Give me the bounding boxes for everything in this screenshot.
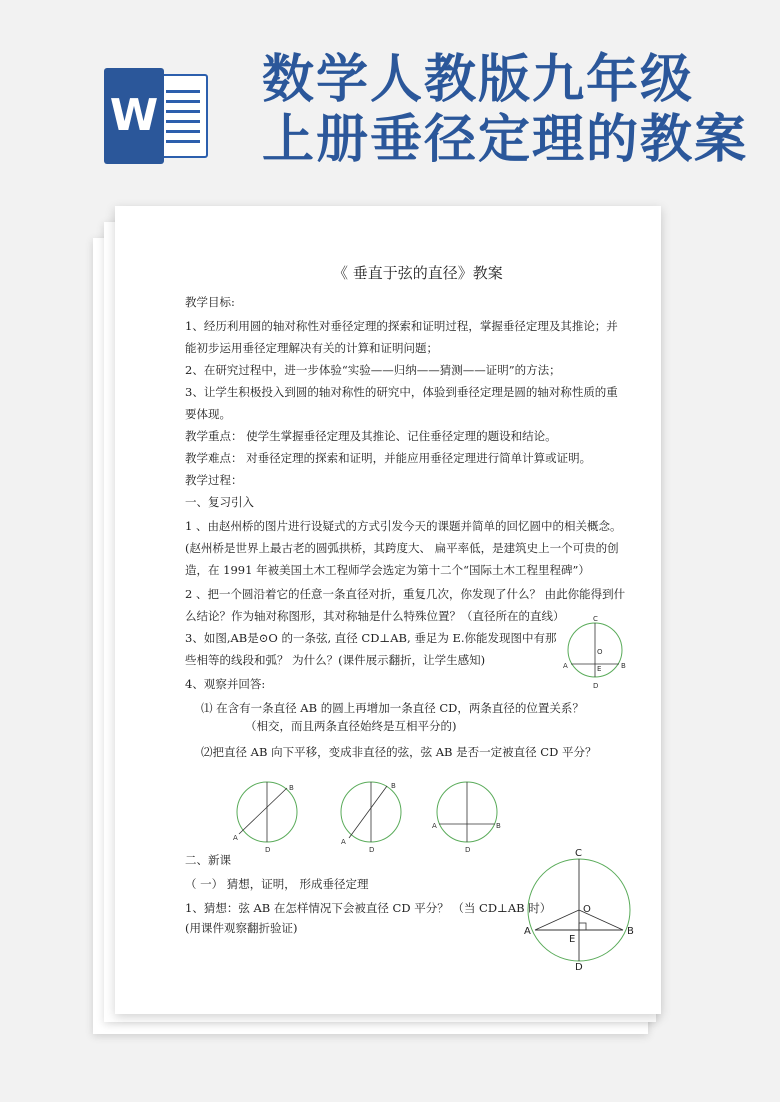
text-line: 3、如图,AB是⊙O 的一条弦, 直径 CD⊥AB, 垂足为 E.你能发现图中有那: [185, 631, 557, 645]
text-line: 2、在研究过程中，进一步体验“实验——归纳——猜测——证明”的方法；: [185, 363, 561, 377]
text-line: 教学过程：: [185, 473, 243, 487]
figure-perpendicular-diameter-large: [521, 846, 641, 970]
section-heading: 一、复习引入: [185, 495, 254, 509]
text-line: 要体现。: [185, 407, 231, 421]
label-d: D: [575, 962, 583, 970]
text-line: ⑴ 在含有一条直径 AB 的圆上再增加一条直径 CD，两条直径的位置关系？: [201, 701, 584, 715]
label-a: A: [563, 662, 568, 670]
text-line: 3、让学生积极投入到圆的轴对称性的研究中，体验到垂径定理是圆的轴对称性质的重: [185, 385, 618, 399]
label-d: D: [593, 682, 599, 690]
text-line: 4、观察并回答:: [185, 677, 266, 691]
label-d: D: [465, 846, 471, 854]
figure-translated-chord: [429, 778, 505, 854]
text-line: 能初步运用垂径定理解决有关的计算和证明问题；: [185, 341, 438, 355]
label-e: E: [569, 934, 576, 945]
text-line: 么结论？作为轴对称图形，其对称轴是什么特殊位置？（直径所在的直线）: [185, 609, 565, 623]
banner: [0, 0, 780, 200]
label-c: C: [575, 848, 582, 859]
label-b: B: [621, 662, 626, 670]
label-a: A: [341, 838, 346, 846]
label-c: C: [593, 615, 598, 623]
text-line: （ 一） 猜想，证明， 形成垂径定理: [185, 877, 369, 891]
text-line: 教学目标:: [185, 295, 235, 309]
label-a: A: [432, 822, 437, 830]
figure-two-diameters-1: [227, 778, 303, 854]
document-title: 《 垂直于弦的直径》教案: [333, 264, 503, 282]
text-line: （相交，而且两条直径始终是互相平分的): [245, 719, 457, 733]
text-line: 2 、把一个圆沿着它的任意一条直径对折，重复几次，你发现了什么？ 由此你能得到什: [185, 587, 626, 601]
label-e: E: [597, 665, 602, 673]
text-line: 1、经历利用圆的轴对称性对垂径定理的探索和证明过程，掌握垂径定理及其推论；并: [185, 319, 618, 333]
text-line: (用课件观察翻折验证): [185, 921, 298, 935]
label-b: B: [391, 782, 396, 790]
page-title: [262, 50, 748, 170]
text-line: 教学重点： 使学生掌握垂径定理及其推论、记住垂径定理的题设和结论。: [185, 429, 557, 443]
label-b: B: [496, 822, 501, 830]
label-b: B: [627, 926, 634, 937]
document-page: [115, 206, 661, 1014]
label-d: D: [369, 846, 375, 854]
label-b: B: [289, 784, 294, 792]
figure-circle-perpendicular-small: [563, 614, 627, 696]
label-a: A: [524, 926, 531, 937]
label-o: O: [583, 904, 591, 915]
text-line: (赵州桥是世界上最古老的圆弧拱桥，其跨度大、 扁平率低，是建筑史上一个可贵的创: [185, 541, 619, 555]
word-letter: W: [104, 68, 164, 164]
text-line: 1 、由赵州桥的图片进行设疑式的方式引发今天的课题并简单的回忆圆中的相关概念。: [185, 519, 622, 533]
page-title-line1: 数学人教版九年级: [262, 50, 695, 110]
text-line: 造，在 1991 年被美国土木工程师学会选定为第十二个“国际土木工程里程碑”）: [185, 563, 590, 577]
section-heading: 二、新课: [185, 853, 231, 867]
label-d: D: [265, 846, 271, 854]
text-line: 教学难点： 对垂径定理的探索和证明，并能应用垂径定理进行简单计算或证明。: [185, 451, 592, 465]
text-line: 些相等的线段和弧？ 为什么？(课件展示翻折，让学生感知): [185, 653, 486, 667]
label-o: O: [597, 648, 603, 656]
text-line: ⑵把直径 AB 向下平移，变成非直径的弦，弦 AB 是否一定被直径 CD 平分？: [201, 745, 597, 759]
label-a: A: [233, 834, 238, 842]
page-title-line2: 上册垂径定理的教案: [262, 110, 749, 170]
word-document-icon: [104, 68, 212, 164]
figure-two-diameters-2: [331, 778, 407, 854]
text-line: 1、猜想：弦 AB 在怎样情况下会被直径 CD 平分？ （当 CD⊥AB 时）: [185, 901, 552, 915]
